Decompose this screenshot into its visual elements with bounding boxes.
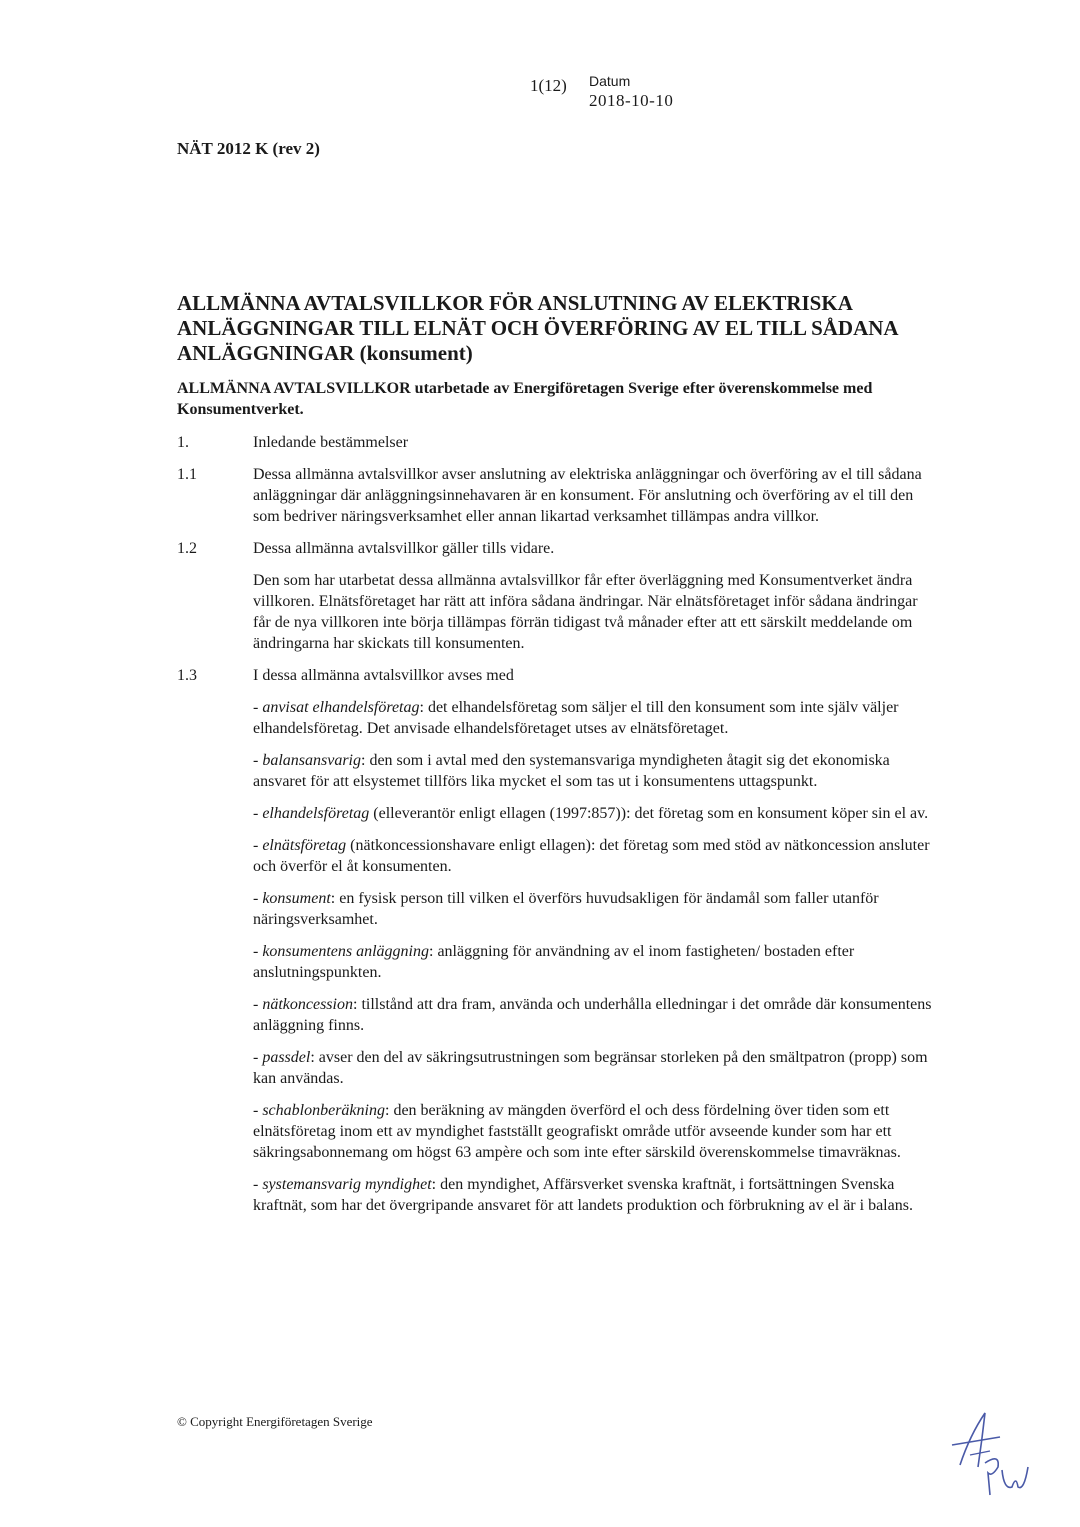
definition-term: konsumentens anläggning	[262, 943, 429, 960]
section-heading	[177, 432, 937, 453]
clause-1-3	[177, 665, 937, 686]
definition-dash: -	[253, 805, 263, 822]
clause-1-2	[177, 538, 937, 559]
definition-separator: :	[352, 996, 358, 1013]
definition-dash: -	[253, 1049, 263, 1066]
definition-item	[253, 803, 937, 824]
definitions-list	[177, 697, 937, 1216]
definition-dash: -	[253, 752, 263, 769]
definition-term: nätkoncession	[262, 996, 353, 1013]
definition-item	[253, 888, 937, 930]
definition-text: den myndighet, Affärsverket svenska kraftnät, i fortsättningen Svenska kraftnät, som har det övergripande ansvaret för att landets produktion och förbrukning av el är i balans.	[253, 1176, 913, 1214]
date-label: Datum	[589, 73, 631, 89]
definition-text: tillstånd att dra fram, använda och underhålla elledningar i det område där konsumentens anläggning finns.	[253, 996, 932, 1034]
clause-text: Dessa allmänna avtalsvillkor gäller tills vidare.	[253, 540, 555, 557]
document-title: ALLMÄNNA AVTALSVILLKOR FÖR ANSLUTNING AV ELEKTRISKA ANLÄGGNINGAR TILL ELNÄT OCH ÖVERFÖRING AV EL TILL SÅDANA ANLÄGGNINGAR (konsument)	[177, 291, 898, 365]
clause-text: I dessa allmänna avtalsvillkor avses med	[253, 667, 514, 684]
document-date: 2018-10-10	[589, 91, 674, 110]
definition-term: anvisat elhandelsföretag	[262, 699, 420, 716]
definition-separator: :	[310, 1049, 315, 1066]
page-number: 1(12)	[530, 76, 567, 95]
definition-separator: :	[428, 943, 434, 960]
definition-text: (elleverantör enligt ellagen (1997:857)): det företag som en konsument köper sin el av.	[369, 805, 929, 822]
definition-item	[253, 1174, 937, 1216]
document-subtitle: ALLMÄNNA AVTALSVILLKOR utarbetade av Energiföretagen Sverige efter överenskommelse med Konsumentverket.	[177, 380, 873, 418]
definition-text: det elhandelsföretag som säljer el till den konsument som inte själv väljer elhandelsföretag. Det anvisade elhandelsföretaget utses av elnätsföretaget.	[253, 699, 899, 737]
clause-text: Dessa allmänna avtalsvillkor avser anslutning av elektriska anläggningar och överföring av el till sådana anläggningar där anläggningsinnehavaren är en konsument. För anslutning och överföring av el till den som bedriver näringsverksamhet eller annan likartad verksamhet tillämpas andra villkor.	[253, 466, 922, 525]
definition-term: balansansvarig	[262, 752, 361, 769]
definition-separator: :	[361, 752, 366, 769]
definition-item	[253, 941, 937, 983]
definition-text: en fysisk person till vilken el överförs huvudsakligen för ändamål som faller utanför näringsverksamhet.	[253, 890, 879, 928]
definition-item	[253, 994, 937, 1036]
section-number: 1.	[177, 434, 189, 451]
clause-number: 1.2	[177, 540, 197, 557]
definition-term: konsument	[262, 890, 331, 907]
clause-number: 1.1	[177, 466, 197, 483]
definition-term: passdel	[262, 1049, 311, 1066]
definition-item	[253, 750, 937, 792]
definition-separator: :	[330, 890, 336, 907]
definition-dash: -	[253, 1102, 263, 1119]
definition-dash: -	[253, 890, 263, 907]
definition-term: elnätsföretag	[262, 837, 347, 854]
document-id: NÄT 2012 K (rev 2)	[177, 139, 320, 158]
definition-dash: -	[253, 699, 263, 716]
definition-separator: :	[431, 1176, 437, 1193]
copyright-footer: © Copyright Energiföretagen Sverige	[177, 1414, 373, 1429]
definition-text: den som i avtal med den systemansvariga myndigheten åtagit sig det ekonomiska ansvaret för att elsystemet tillförs lika mycket el som tas ut i konsumentens uttagspunkt.	[253, 752, 890, 790]
definition-dash: -	[253, 1176, 263, 1193]
definition-item	[253, 1100, 937, 1163]
clause-1-2-paragraph: Den som har utarbetat dessa allmänna avtalsvillkor får efter överläggning med Konsumentverket ändra villkoren. Elnätsföretaget har rätt att införa sådana ändringar. När elnätsföretaget inför sådana ändringar får de nya villkoren inte börja tillämpas förrän tidigast två månader efter att ett särskilt meddelande om ändringarna har skickats till konsumenten.	[253, 572, 918, 652]
definition-text: avser den del av säkringsutrustningen som begränsar storleken på den smältpatron (propp) som kan användas.	[253, 1049, 928, 1087]
definition-term: elhandelsföretag	[262, 805, 370, 822]
definition-separator: :	[419, 699, 424, 716]
definition-dash: -	[253, 943, 263, 960]
definition-term: schablonberäkning	[262, 1102, 385, 1119]
definition-text: den beräkning av mängden överförd el och dess fördelning över tiden som ett elnätsföretag inom ett av myndighet fastställt geografiskt område utför avseende kunder som har ett säkringsabonnemang om högst 63 ampère och som inte efter särskild överenskommelse timavräknas.	[253, 1102, 901, 1161]
document-body	[177, 432, 937, 1227]
definition-separator: :	[384, 1102, 390, 1119]
handwritten-signature	[930, 1395, 1040, 1505]
definition-dash: -	[253, 837, 263, 854]
definition-item	[253, 835, 937, 877]
definition-text: anläggning för användning av el inom fastigheten/ bostaden efter anslutningspunkten.	[253, 943, 855, 981]
clause-number: 1.3	[177, 667, 197, 684]
section-title: Inledande bestämmelser	[253, 434, 409, 451]
clause-1-1	[177, 464, 937, 527]
definition-item	[253, 697, 937, 739]
definition-text: (nätkoncessionshavare enligt ellagen): det företag som med stöd av nätkoncession ansluter och överför el åt konsumenten.	[253, 837, 930, 875]
definition-dash: -	[253, 996, 263, 1013]
definition-item	[253, 1047, 937, 1089]
definition-term: systemansvarig myndighet	[262, 1176, 432, 1193]
